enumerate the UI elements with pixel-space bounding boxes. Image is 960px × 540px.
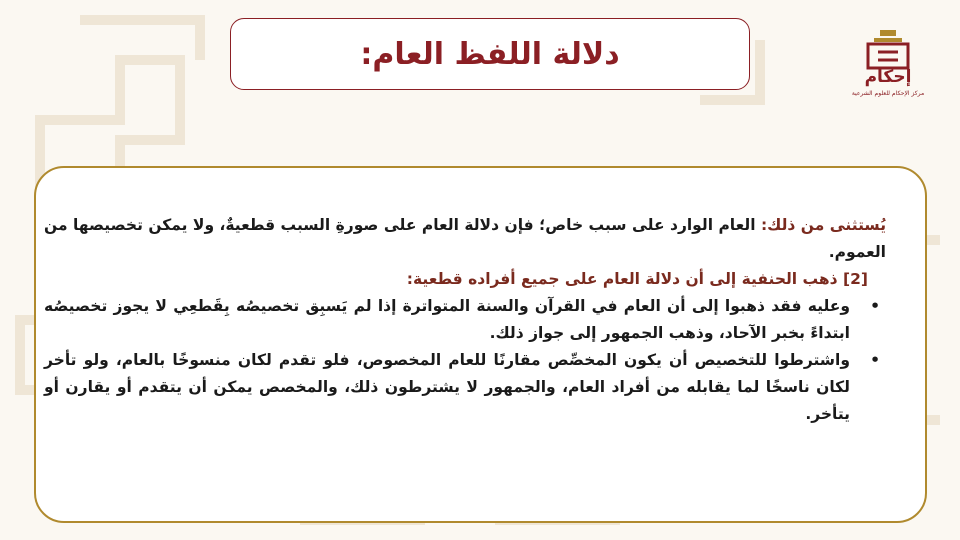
paragraph-text: العام الوارد على سبب خاص؛ فإن دلالة العام على صورةِ السبب قطعيةٌ، ولا يمكن تخصيصها من العموم.: [44, 216, 886, 261]
logo-name: إحكام: [864, 67, 912, 87]
logo: [846, 26, 930, 96]
bullet-icon: •: [870, 351, 880, 369]
list-item: [44, 293, 886, 347]
paragraph-lead: يُستثنى من ذلك:: [760, 216, 887, 234]
bullet-list: [44, 293, 886, 428]
section-heading: [2] ذهب الحنفية إلى أن دلالة العام على جميع أفراده قطعية:: [406, 270, 868, 288]
list-item: [44, 347, 886, 428]
bullet-text: واشترطوا للتخصيص أن يكون المخصِّص مقارنًا للعام المخصوص، فلو تقدم لكان منسوخًا بالعام، ولو تأخر لكان ناسخًا لما يقابله من أفراد العام، والجمهور لا يشترطون ذلك، والمخصص يمكن أن يتقدم أو يقارن أو يتأخر.: [44, 351, 850, 423]
bullet-icon: •: [870, 297, 880, 315]
logo-mark-icon: [850, 26, 926, 70]
page-title: دلالة اللفظ العام:: [360, 36, 620, 72]
logo-subtitle: مركز الإحكام للعلوم الشرعية: [851, 90, 925, 97]
content-body: [44, 212, 886, 428]
paragraph: [44, 212, 886, 266]
title-box: [230, 18, 750, 90]
bullet-text: وعليه فقد ذهبوا إلى أن العام في القرآن والسنة المتواترة إذا لم يَسبِق تخصيصُه بِقَطعِي لا يجوز تخصيصُه ابتداءً بخبر الآحاد، وذهب الجمهور إلى جواز ذلك.: [44, 297, 850, 342]
